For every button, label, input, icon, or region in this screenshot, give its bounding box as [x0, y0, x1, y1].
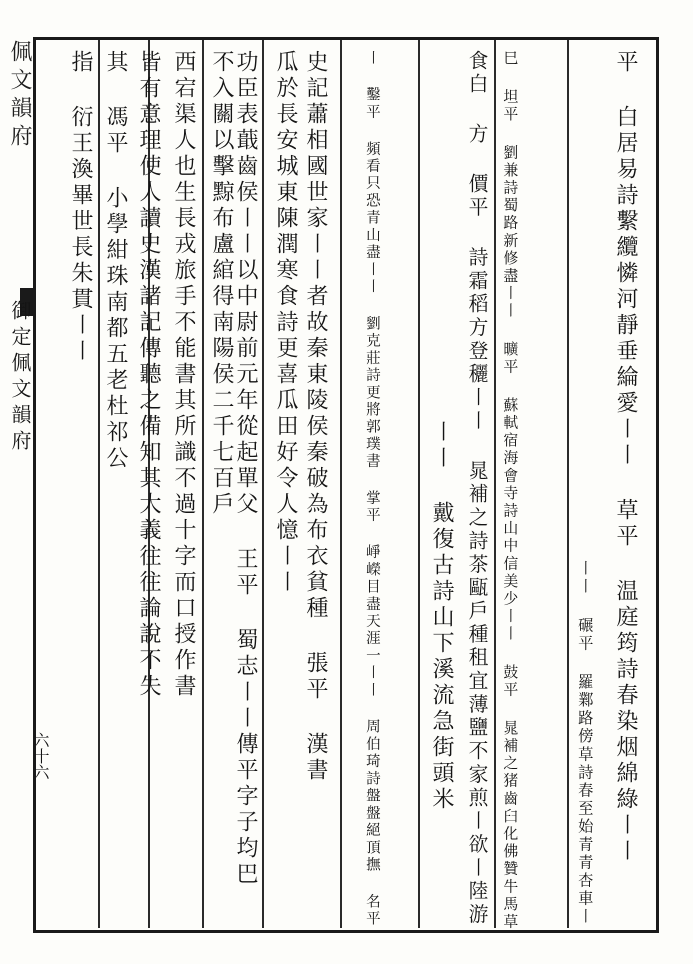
text-column: 功臣表蕺齒侯〡〡以中尉前元年從起單父 王平 蜀志〡〡傳平字子均巴 — [233, 50, 258, 888]
text-column: 〡 鑿平 頻看只恐青山盡〡〡 劉克莊詩更將郭璞書 掌平 崢嶸目盡天涯一〡〡 周伯琦詩盤盤絕頂撫 名平 — [363, 50, 381, 928]
margin-series-label: 御定佩文韻府 — [8, 300, 32, 456]
column-rule — [567, 40, 569, 928]
text-column: 瓜於長安城東陳潤寒食詩更喜瓜田好令人憶〡〡 — [273, 50, 298, 596]
text-column: 不入關以擊黥布盧綰得南陽侯二千七百戶 — [209, 50, 234, 518]
margin-book-title: 佩文韻府 — [7, 40, 32, 152]
text-column: 〡〡 戴復古詩山下溪流急街頭米 — [429, 420, 454, 813]
column-rule — [202, 40, 204, 928]
column-rule — [494, 40, 496, 928]
text-column: 西宕渠人也生長戎旅手不能書其所識不過十字而口授作書 — [171, 50, 196, 700]
text-column: 〡〡 碾平 羅鄴路傍草詩春至始青青杏車〡 — [575, 560, 594, 927]
text-column: 巳 坦平 劉兼詩蜀路新修盡〡〡 曠平 蘇軾宿海會寺詩山中信美少〡〡 鼓平 晁補之猪齒臼化佛贊牛馬草 — [501, 50, 520, 932]
text-column: 指 衍王渙畢世長朱貫〡〡 — [68, 50, 93, 365]
column-rule — [418, 40, 420, 928]
column-rule — [340, 40, 342, 928]
text-column: 皆有意理使人讀史漢諸記傳聽之備知其大義往往論說不失 — [136, 50, 161, 700]
text-column: 其 馮平 小學紺珠南都五老杜祁公 — [103, 50, 128, 472]
text-column: 食白 方 價平 詩霜稻方登穲〡〡 晁補之詩茶甌戶種租宜薄鹽不家煎〡欲〡陸游 — [464, 50, 488, 928]
text-column: 平 白居易詩繫纜憐河靜垂綸愛〡〡 草平 温庭筠詩春染烟綿綠〡〡 — [613, 50, 638, 865]
column-rule — [262, 40, 264, 928]
page-number: 六十六 — [31, 732, 50, 780]
text-column: 史記蕭相國世家〡〡者故秦東陵侯秦破為布衣貧種 張平 漢書 — [303, 50, 328, 784]
